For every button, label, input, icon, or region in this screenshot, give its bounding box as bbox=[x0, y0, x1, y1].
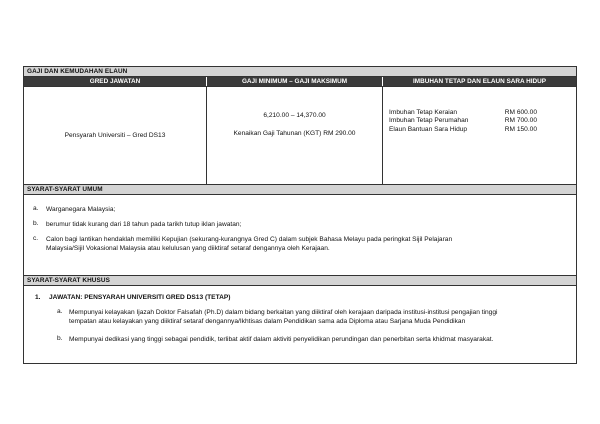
specific-section-title: SYARAT-SYARAT KHUSUS bbox=[24, 275, 576, 286]
general-section-title: SYARAT-SYARAT UMUM bbox=[24, 184, 576, 195]
item-line: Warganegara Malaysia; bbox=[46, 206, 116, 213]
annual-increment-text: Kenaikan Gaji Tahunan (KGT) RM 290.00 bbox=[233, 130, 356, 137]
salary-row bbox=[24, 87, 576, 184]
salary-column-headers bbox=[24, 77, 576, 87]
requirements-table bbox=[23, 66, 577, 364]
item-line: Mempunyai kelayakan Ijazah Doktor Falsafah (Ph.D) dalam bidang berkaitan yang diiktiraf oleh kerajaan daripada institusi-institusi pengajian tinggi bbox=[69, 309, 498, 316]
item-line: tempatan atau kelayakan yang diiktiraf setaraf dengannya/Ikhtisas dalam Pendidikan sama ada Diploma atau Sarjana Muda Pendidikan bbox=[69, 318, 466, 325]
item-text bbox=[46, 220, 516, 229]
grade-cell bbox=[24, 87, 206, 184]
specific-requirements bbox=[24, 286, 576, 363]
list-item bbox=[24, 220, 576, 229]
allowance-row bbox=[389, 117, 537, 125]
header-salary-range: GAJI MINIMUM – GAJI MAKSIMUM bbox=[206, 77, 382, 86]
allowance-row bbox=[389, 126, 537, 134]
item-text bbox=[46, 205, 516, 214]
grade-text: Pensyarah Universiti – Gred DS13 bbox=[64, 132, 166, 139]
item-line: Mempunyai dedikasi yang tinggi sebagai pendidik, terlibat aktif dalam aktiviti penyelidikan perundingan dan penerbitan serta khidmat masyarakat. bbox=[69, 336, 494, 343]
job-number: 1. bbox=[35, 294, 41, 301]
item-marker: c. bbox=[33, 235, 39, 242]
item-text bbox=[46, 235, 516, 253]
header-allowances: IMBUHAN TETAP DAN ELAUN SARA HIDUP bbox=[382, 77, 576, 86]
allowance-label: Elaun Bantuan Sara Hidup bbox=[389, 125, 468, 133]
item-text bbox=[69, 335, 549, 344]
allowance-label: Imbuhan Tetap Keraian bbox=[389, 109, 458, 116]
job-title: JAWATAN: PENSYARAH UNIVERSITI GRED DS13 (TETAP) bbox=[49, 294, 231, 301]
item-marker: a. bbox=[57, 308, 63, 315]
list-item bbox=[24, 205, 576, 214]
salary-section-title: GAJI DAN KEMUDAHAN ELAUN bbox=[24, 67, 576, 77]
item-line: Malaysia/Sijil Vokasional Malaysia atau kelulusan yang diiktiraf setaraf dengannya oleh Kerajaan. bbox=[46, 245, 330, 252]
job-heading bbox=[24, 294, 576, 301]
general-requirements bbox=[24, 195, 576, 275]
item-line: berumur tidak kurang dari 18 tahun pada tarikh tutup iklan jawatan; bbox=[46, 221, 242, 228]
header-grade: GRED JAWATAN bbox=[89, 78, 141, 85]
allowance-amount: RM 600.00 bbox=[504, 109, 537, 116]
list-item bbox=[24, 235, 576, 253]
allowances-cell bbox=[382, 87, 576, 184]
item-marker: b. bbox=[33, 220, 39, 227]
allowance-label: Imbuhan Tetap Perumahan bbox=[389, 117, 469, 125]
item-text bbox=[69, 308, 549, 326]
allowance-amount: RM 700.00 bbox=[504, 117, 537, 125]
item-marker: b. bbox=[57, 335, 63, 342]
item-marker: a. bbox=[33, 205, 39, 212]
allowance-amount: RM 150.00 bbox=[504, 125, 537, 133]
salary-cell bbox=[206, 87, 382, 184]
item-line: Calon bagi lantikan hendaklah memiliki Kepujian (sekurang-kurangnya Gred C) dalam subjek Bahasa Melayu pada peringkat Sijil Pelajaran bbox=[46, 236, 453, 243]
list-item bbox=[24, 308, 576, 326]
allowance-row bbox=[389, 109, 537, 117]
salary-range-text: 6,210.00 – 14,370.00 bbox=[263, 112, 326, 119]
list-item bbox=[24, 335, 576, 344]
